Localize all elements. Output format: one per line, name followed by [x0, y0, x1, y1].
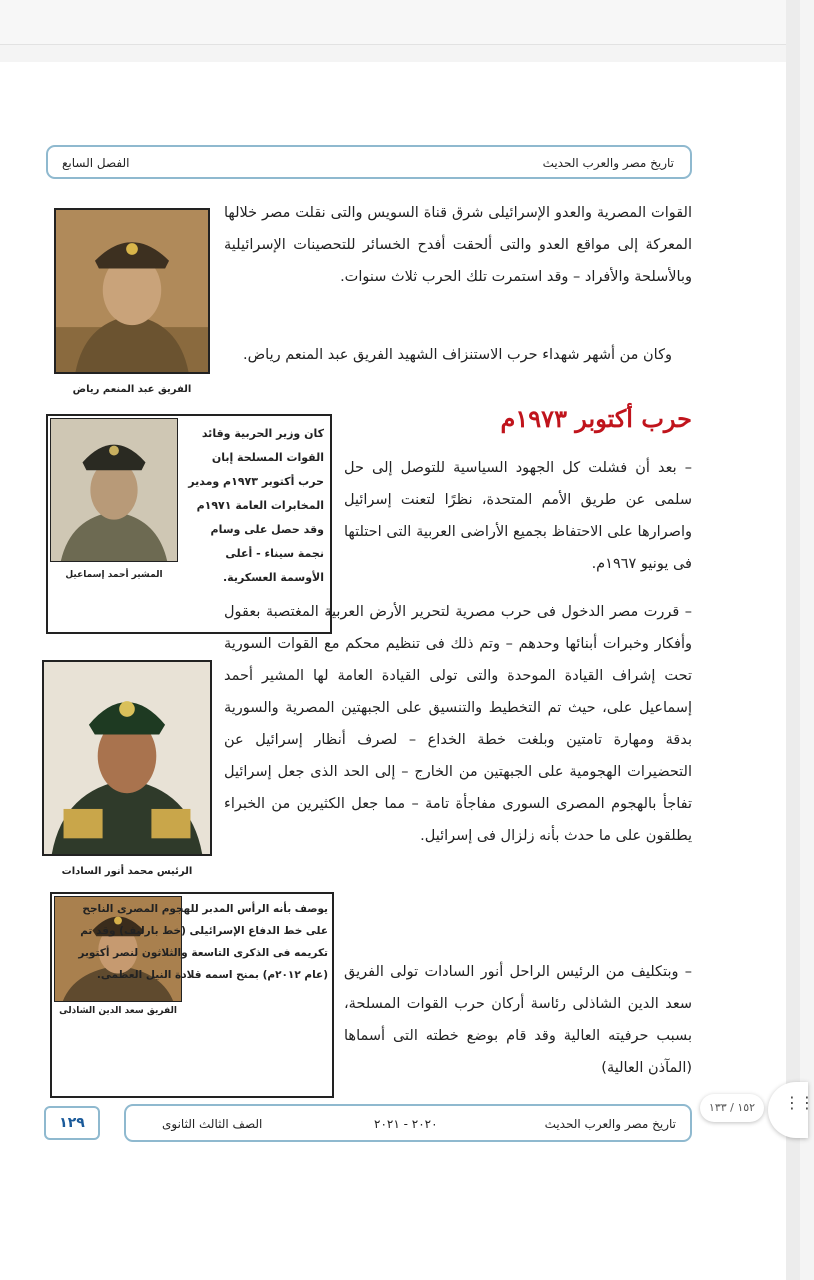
page-number: ١٢٩ [44, 1106, 100, 1140]
page-footer [124, 1104, 692, 1142]
caption-riad: الفريق عبد المنعم رياض [72, 384, 192, 395]
paragraph-3: – بعد أن فشلت كل الجهود السياسية للتوصل إلى حل سلمى عن طريق الأمم المتحدة، نظرًا لتعنت إسرائيل واصرارها على الاحتفاظ بجميع الأراضى العربية التى احتلتها فى يونيو ١٩٦٧م. [344, 460, 692, 572]
footer-book-title: تاريخ مصر والعرب الحديث [544, 1117, 676, 1131]
paragraph-1: القوات المصرية والعدو الإسرائيلى شرق قناة السويس والتى نقلت مصر خلالها المعركة إلى مواقع العدو والتى ألحقت أفدح الخسائر للتحصينات الإسرائيلية وبالأسلحة والأفراد – وقد استمرت تلك الحرب ثلاث سنوات. [224, 205, 692, 285]
paragraph-2: وكان من أشهر شهداء حرب الاستنزاف الشهيد الفريق عبد المنعم رياض. [243, 347, 672, 363]
info-box-shazly-text: يوصف بأنه الرأس المدبر للهجوم المصرى الناجح على خط الدفاع الإسرائيلى (خط بارليف) وقد تم تكريمه فى الذكرى التاسعة والثلاثون لنصر أكتوبر (عام ٢٠١٢م) بمنح اسمه قلادة النيل العظمى. [78, 903, 328, 981]
footer-grade: الصف الثالث الثانوى [162, 1117, 263, 1131]
paragraph-5: – وبتكليف من الرئيس الراحل أنور السادات تولى الفريق سعد الدين الشاذلى رئاسة أركان حرب القوات المسلحة، بسبب حرفيته العالية وقد قام بوضع خطته التى أسماها (المآذن العالية) [344, 964, 692, 1076]
section-title: حرب أكتوبر ١٩٧٣م [500, 404, 692, 433]
page-counter: ١٥٢ / ١٣٣ [700, 1094, 764, 1122]
viewer-top-bar [0, 0, 786, 45]
book-title: تاريخ مصر والعرب الحديث [542, 156, 674, 170]
photo-sadat [42, 660, 212, 856]
photo-riad [54, 208, 210, 374]
photo-ismail [50, 418, 178, 562]
caption-shazly: الفريق سعد الدين الشاذلى [59, 1006, 177, 1016]
caption-ismail: المشير أحمد إسماعيل [65, 570, 163, 580]
paragraph-4: – قررت مصر الدخول فى حرب مصرية لتحرير الأرض العربية المغتصبة بعقول وأفكار وخبرات أبنائها وحدهم – وتم ذلك فى تنظيم محكم مع القوات السورية تحت إشراف القيادة الموحدة والتى تولى القيادة العامة لها المشير أحمد إسماعيل على، حيث تم التخطيط والتنسيق على الجبهتين المصرية والسورية بدقة ومهارة تامتين وبلغت خطة الخداع – لصرف أنظار إسرائيل عن التحضيرات الهجومية على الجبهتين من الخارج – إلى الحد الذى جعل إسرائيل تفاجأ بالهجوم المصرى السورى مفاجأة تامة – مما جعل الكثيرين من الخبراء يطلقون على ما حدث بأنه زلزال فى إسرائيل. [224, 604, 692, 844]
footer-year: ٢٠٢٠ - ٢٠٢١ [374, 1117, 438, 1131]
chapter-label: الفصل السابع [62, 156, 130, 170]
caption-sadat: الرئيس محمد أنور السادات [61, 866, 193, 877]
info-box-ismail-text: كان وزير الحربية وقائد القوات المسلحة إبان حرب أكتوبر ١٩٧٣م ومدير المخابرات العامة ١٩٧١م وقد حصل على وسام نجمة سيناء - أعلى الأوسمة العسكرية. [188, 427, 324, 584]
page-header [46, 145, 692, 179]
drag-handle-icon: ⋮⋮ [784, 1093, 814, 1112]
